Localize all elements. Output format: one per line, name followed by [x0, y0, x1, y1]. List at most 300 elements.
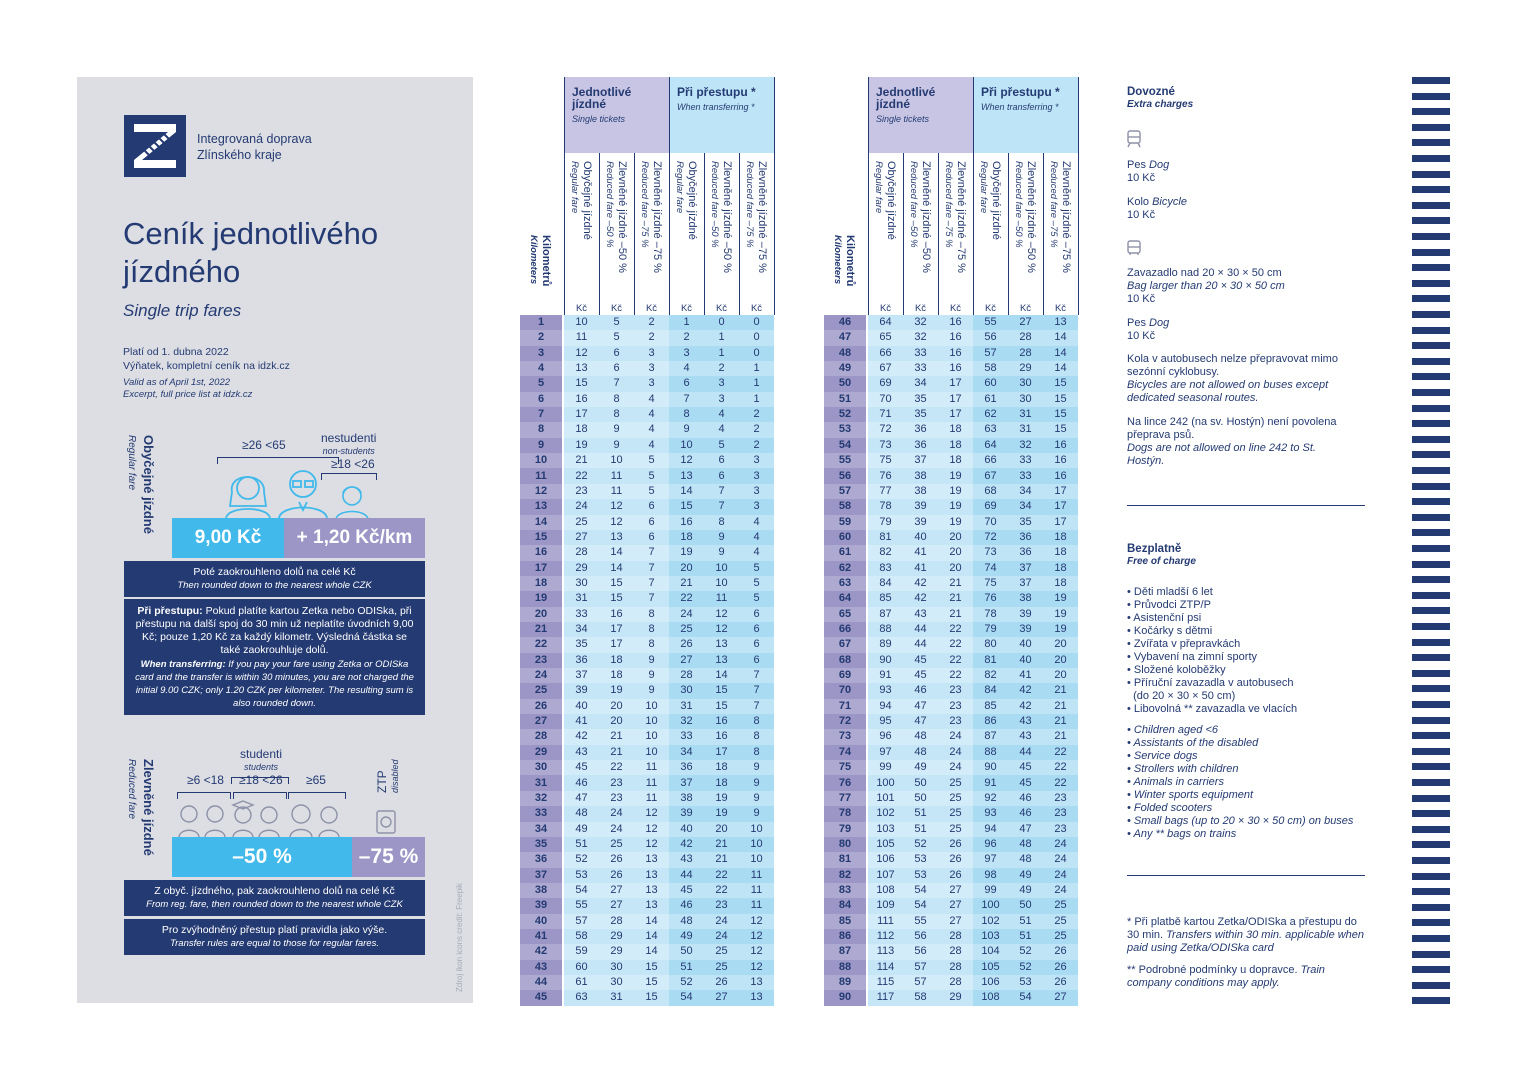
fare-value: 6 — [648, 530, 655, 543]
fare-value: 54 — [680, 991, 693, 1004]
table-row — [824, 806, 1078, 821]
km-value: 3 — [537, 346, 545, 359]
page-title — [123, 215, 378, 291]
fare-value: 72 — [984, 530, 997, 543]
fare-value: 0 — [753, 316, 760, 328]
page-subtitle: Single trip fares — [123, 301, 242, 320]
fare-value: 13 — [750, 976, 763, 989]
table-row — [824, 822, 1078, 837]
stripe — [1412, 327, 1450, 334]
fare-value: 12 — [645, 822, 658, 835]
fare-value: 27 — [715, 991, 728, 1004]
valid-en-line1: Valid as of April 1st, 2022 — [123, 377, 231, 388]
fare-value: 12 — [610, 500, 623, 513]
age-senior-label: ≥65 — [306, 773, 326, 787]
fare-value: 70 — [879, 392, 892, 405]
table-row — [520, 822, 774, 837]
table-row — [520, 361, 774, 376]
fare-value: 30 — [610, 976, 623, 989]
fare-value: 49 — [1019, 868, 1032, 881]
fare-value: 18 — [1054, 576, 1067, 589]
unit-label: Kč — [750, 303, 763, 314]
column-header-en: Regular fare — [977, 161, 989, 214]
km-value: 17 — [534, 561, 548, 574]
fare-value: 31 — [680, 699, 693, 712]
fare-value: 41 — [1019, 669, 1032, 682]
train-dog-en: Dog — [1149, 159, 1170, 171]
column-header — [704, 153, 739, 298]
table-row — [520, 929, 774, 944]
fare-value: 22 — [949, 638, 962, 651]
fare-value: 16 — [949, 331, 962, 344]
bike-note-en: Bicycles are not allowed on buses except dedicated seasonal routes. — [1127, 379, 1329, 404]
fare-value: 71 — [879, 408, 892, 421]
fare-value: 23 — [1054, 807, 1067, 820]
fare-value: 5 — [613, 331, 620, 344]
table-row — [824, 376, 1078, 391]
km-value: 88 — [838, 960, 852, 973]
km-value: 28 — [534, 730, 548, 743]
fare-value: 5 — [753, 561, 760, 574]
fare-value: 44 — [914, 623, 927, 635]
fare-value: 31 — [575, 592, 588, 605]
fare-value: 94 — [984, 822, 997, 835]
fare-value: 25 — [949, 791, 962, 804]
logo-line1: Integrovaná doprava — [197, 132, 312, 146]
fare-value: 37 — [680, 776, 693, 789]
free-item: • Složené koloběžky — [1127, 664, 1226, 676]
fare-value: 52 — [914, 837, 927, 850]
column-header-cz: Zlevněné jízdné –50 % — [1024, 161, 1037, 273]
fare-value: 33 — [680, 730, 693, 743]
fare-value: 7 — [753, 699, 760, 712]
fare-value: 96 — [984, 837, 997, 850]
bus-bag — [1127, 267, 1285, 306]
fare-value: 46 — [575, 776, 588, 789]
fare-value: 13 — [750, 991, 763, 1004]
fare-value: 6 — [648, 515, 655, 528]
fare-value: 54 — [1019, 991, 1032, 1004]
fare-value: 15 — [610, 576, 623, 589]
fare-value: 6 — [648, 500, 655, 513]
fare-value: 63 — [575, 991, 588, 1004]
km-value: 23 — [534, 653, 548, 666]
km-value: 22 — [534, 638, 548, 651]
fare-value: 24 — [1054, 837, 1067, 850]
fare-value: 66 — [984, 454, 997, 467]
column-divider — [903, 153, 904, 315]
fare-value: 57 — [984, 346, 997, 359]
footnote-2 — [1127, 964, 1365, 990]
fare-value: 17 — [715, 745, 728, 758]
fare-value: 16 — [949, 346, 962, 359]
stripe — [1412, 342, 1450, 349]
column-header — [868, 153, 903, 298]
km-value: 83 — [838, 883, 852, 896]
fare-value: 20 — [949, 546, 962, 559]
fare-value: 69 — [984, 500, 997, 513]
fare-value: 51 — [1019, 930, 1032, 942]
fare-value: 21 — [1054, 699, 1067, 712]
fare-value: 12 — [750, 945, 763, 958]
fare-value: 21 — [715, 837, 728, 850]
fare-value: 108 — [876, 883, 895, 896]
age-adult-label: ≥26 <65 — [242, 438, 286, 452]
fare-value: 16 — [949, 316, 962, 328]
fare-value: 30 — [1019, 377, 1032, 390]
fare-value: 91 — [984, 776, 997, 789]
km-value: 29 — [534, 745, 548, 758]
unit-label: Kč — [610, 303, 623, 314]
column-header-en: Reduced fare –50 % — [708, 161, 720, 248]
column-header-en: Regular fare — [673, 161, 685, 214]
km-value: 18 — [534, 576, 548, 589]
footnote-1-en: Transfers within 30 min. applicable when paid using Zetka/ODISka card — [1127, 929, 1365, 954]
fare-value: 57 — [914, 960, 927, 973]
fare-value: 31 — [1019, 408, 1032, 421]
fare-value: 107 — [876, 868, 895, 881]
column-header — [1043, 153, 1078, 298]
fare-value: 92 — [984, 791, 997, 804]
km-value: 49 — [838, 362, 852, 375]
fare-value: 90 — [879, 653, 892, 666]
table-row — [520, 438, 774, 453]
km-value: 20 — [534, 607, 548, 620]
fare-value: 48 — [1019, 837, 1032, 850]
fare-value: 106 — [876, 853, 895, 866]
table-row — [824, 637, 1078, 652]
fare-value: 15 — [715, 684, 728, 697]
stripe — [1412, 280, 1450, 287]
km-value: 69 — [838, 669, 852, 682]
fare-value: 42 — [575, 730, 588, 743]
fare-value: 3 — [648, 377, 655, 390]
info-panel — [77, 77, 473, 1003]
fare-value: 27 — [949, 899, 962, 912]
valid-line2: Výňatek, kompletní ceník na idzk.cz — [123, 360, 290, 372]
fare-value: 103 — [981, 930, 1000, 942]
km-value: 64 — [838, 592, 852, 605]
fare-value: 55 — [914, 914, 927, 927]
table-row — [520, 499, 774, 514]
fare-value: 17 — [949, 392, 962, 405]
stripe — [1412, 763, 1450, 770]
column-divider — [564, 77, 565, 315]
fare-value: 6 — [718, 469, 725, 482]
fare-value: 53 — [914, 853, 927, 866]
fare-value: 21 — [1054, 684, 1067, 697]
fare-value: 23 — [715, 899, 728, 912]
table-row — [824, 530, 1078, 545]
stripe — [1412, 389, 1450, 396]
fare-value: 48 — [1019, 853, 1032, 866]
column-header-label — [743, 161, 768, 273]
fare-value: 104 — [981, 945, 1000, 958]
stripe — [1412, 685, 1450, 692]
fare-value: 50 — [680, 945, 693, 958]
table-row — [824, 561, 1078, 576]
fare-value: 14 — [645, 945, 658, 958]
fare-value: 13 — [680, 469, 693, 482]
title-line1: Ceník jednotlivého — [123, 216, 379, 251]
km-value: 27 — [534, 715, 548, 728]
fare-value: 27 — [949, 883, 962, 896]
fare-value: 10 — [645, 745, 658, 758]
transfer-cz: Pokud platíte kartou Zetka nebo ODISka, při přestupu na další spoj do 30 min už neplatíte úvodních 9,00 Kč; pouze 1,20 Kč za každý kilometr. Výsledná částka se také zaokrouhluje dolů. — [135, 605, 414, 656]
stripe — [1412, 155, 1450, 162]
fare-value: 20 — [610, 699, 623, 712]
fare-value: 18 — [610, 669, 623, 682]
fare-value: 27 — [610, 899, 623, 912]
fare-value: 11 — [610, 469, 623, 482]
fare-value: 23 — [949, 715, 962, 728]
fare-value: 8 — [718, 515, 725, 528]
fare-value: 2 — [753, 408, 760, 421]
fare-value: 14 — [715, 669, 728, 682]
km-value: 1 — [537, 316, 545, 328]
fare-value: 56 — [914, 945, 927, 958]
table-row — [520, 576, 774, 591]
fare-value: 10 — [715, 576, 728, 589]
fare-value: 34 — [1019, 500, 1032, 513]
fare-value: 46 — [914, 684, 927, 697]
free-title: Bezplatně — [1127, 543, 1182, 555]
fare-value: 28 — [575, 546, 588, 559]
column-header-cz: Kilometrů — [540, 235, 552, 287]
age-child-label: ≥6 <18 — [187, 773, 224, 787]
fare-value: 1 — [753, 377, 760, 390]
km-value: 71 — [838, 699, 852, 712]
fare-value: 51 — [1019, 914, 1032, 927]
senior-bracket — [288, 792, 346, 799]
discount-50: –50 % — [172, 837, 352, 877]
fare-value: 25 — [949, 776, 962, 789]
fare-value: 17 — [949, 408, 962, 421]
table-row — [520, 330, 774, 345]
fare-value: 13 — [645, 853, 658, 866]
km-value: 53 — [838, 423, 852, 436]
fare-value: 6 — [753, 607, 760, 620]
fare-value: 50 — [914, 791, 927, 804]
fare-value: 12 — [575, 346, 588, 359]
stripe — [1412, 529, 1450, 536]
bus-bag-cz: Zavazadlo nad 20 × 30 × 50 cm — [1127, 267, 1282, 279]
stripe — [1412, 295, 1450, 302]
km-value: 72 — [838, 715, 852, 728]
fare-value: 78 — [984, 607, 997, 620]
fare-value: 15 — [680, 500, 693, 513]
fare-value: 7 — [718, 484, 725, 497]
unit-label: Kč — [680, 303, 693, 314]
km-value: 45 — [534, 991, 548, 1004]
free-list-en — [1127, 724, 1367, 841]
fare-value: 53 — [1019, 976, 1032, 989]
stripe — [1412, 592, 1450, 599]
km-value: 68 — [838, 653, 852, 666]
fare-value: 1 — [718, 331, 725, 344]
fare-value: 19 — [1054, 607, 1067, 620]
stripe — [1412, 888, 1450, 895]
km-value: 75 — [838, 761, 852, 774]
table-row — [824, 622, 1078, 637]
fare-value: 89 — [879, 638, 892, 651]
free-item-en: • Strollers with children — [1127, 763, 1239, 775]
column-divider — [704, 153, 705, 315]
fare-value: 13 — [645, 883, 658, 896]
fare-value: 54 — [914, 899, 927, 912]
free-item: • Libovolná ** zavazadla ve vlacích — [1127, 703, 1298, 715]
fare-value: 15 — [1054, 423, 1067, 436]
fare-value: 24 — [680, 607, 693, 620]
fare-value: 12 — [680, 454, 693, 467]
fare-value: 15 — [1054, 377, 1067, 390]
column-divider — [669, 77, 670, 315]
km-value: 14 — [534, 515, 548, 528]
fare-value: 54 — [575, 883, 588, 896]
column-header-en: Reduced fare –50 % — [907, 161, 919, 248]
stripe — [1412, 748, 1450, 755]
fare-value: 11 — [610, 484, 623, 497]
validity-en — [123, 377, 252, 401]
table-row — [824, 607, 1078, 622]
fare-value: 2 — [648, 316, 655, 328]
fare-value: 10 — [645, 730, 658, 743]
fare-value: 16 — [575, 392, 588, 405]
km-value: 74 — [838, 745, 852, 758]
woman-icon — [220, 462, 276, 523]
fare-value: 37 — [1019, 576, 1032, 589]
km-value: 70 — [838, 684, 852, 697]
column-header — [938, 153, 973, 298]
validity-cz — [123, 345, 290, 373]
fare-value: 100 — [876, 776, 895, 789]
column-header-en: Reduced fare –50 % — [1012, 161, 1024, 248]
reduced-label-en: Reduced fare — [126, 759, 137, 820]
km-value: 60 — [838, 530, 852, 543]
fare-value: 9 — [683, 423, 690, 436]
fare-value: 9 — [648, 653, 655, 666]
fare-value: 68 — [984, 484, 997, 497]
km-value: 36 — [534, 853, 548, 866]
reduced-rounding-note — [124, 880, 425, 916]
column-header-label — [977, 161, 1002, 240]
fare-value: 1 — [753, 362, 760, 375]
stripe — [1412, 795, 1450, 802]
fare-value: 26 — [1054, 945, 1067, 958]
table-row — [824, 484, 1078, 499]
fare-value: 14 — [610, 546, 623, 559]
fare-value: 95 — [879, 715, 892, 728]
fare-value: 32 — [914, 331, 927, 344]
fare-value: 13 — [1054, 316, 1067, 328]
fare-value: 15 — [1054, 408, 1067, 421]
column-header — [599, 153, 634, 298]
fare-value: 74 — [984, 561, 997, 574]
stripe — [1412, 77, 1450, 84]
column-header-label — [673, 161, 698, 240]
bus-dog-en: Dog — [1149, 317, 1170, 329]
fare-value: 46 — [1019, 807, 1032, 820]
fare-value: 29 — [575, 561, 588, 574]
fare-value: 7 — [753, 669, 760, 682]
free-item-en: • Assistants of the disabled — [1127, 737, 1259, 749]
bus-bag-price: 10 Kč — [1127, 293, 1156, 305]
train-icon — [1127, 130, 1141, 153]
unit-label: Kč — [914, 303, 927, 314]
fare-value: 37 — [1019, 561, 1032, 574]
fare-value: 13 — [645, 868, 658, 881]
stripe — [1412, 826, 1450, 833]
fare-value: 20 — [610, 715, 623, 728]
fare-value: 45 — [1019, 761, 1032, 774]
fare-value: 19 — [680, 546, 693, 559]
fare-value: 0 — [718, 316, 725, 328]
fare-value: 88 — [879, 623, 892, 635]
column-divider — [634, 153, 635, 315]
column-header — [973, 153, 1008, 298]
stripe — [1412, 311, 1450, 318]
km-value: 40 — [534, 914, 548, 927]
fare-value: 19 — [575, 438, 588, 451]
table-row — [520, 837, 774, 852]
column-header — [634, 153, 669, 298]
fare-value: 23 — [949, 699, 962, 712]
fare-value: 82 — [879, 546, 892, 559]
fare-value: 44 — [680, 868, 693, 881]
fare-value: 7 — [648, 561, 655, 574]
fare-value: 6 — [753, 638, 760, 651]
table-row — [520, 791, 774, 806]
km-value: 85 — [838, 914, 852, 927]
fare-value: 20 — [1054, 638, 1067, 651]
transfer-bold: Při přestupu: — [137, 605, 203, 617]
km-value: 67 — [838, 638, 852, 651]
stripe — [1412, 561, 1450, 568]
stripe — [1412, 264, 1450, 271]
bike-note-cz: Kola v autobusech nelze přepravovat mimo sezónní cyklobusy. — [1127, 353, 1338, 378]
fare-value: 34 — [1019, 484, 1032, 497]
fare-value: 16 — [1054, 469, 1067, 482]
fare-value: 15 — [575, 377, 588, 390]
table-row — [520, 714, 774, 729]
fare-value: 26 — [715, 976, 728, 989]
fare-value: 7 — [648, 576, 655, 589]
fare-value: 24 — [949, 745, 962, 758]
fare-value: 25 — [575, 515, 588, 528]
table-row — [824, 545, 1078, 560]
stripe — [1412, 139, 1450, 146]
fare-value: 8 — [648, 623, 655, 635]
fare-value: 8 — [753, 745, 760, 758]
fare-value: 97 — [984, 853, 997, 866]
stripe — [1412, 545, 1450, 552]
fare-value: 18 — [949, 454, 962, 467]
fare-value: 76 — [984, 592, 997, 605]
fare-value: 22 — [575, 469, 588, 482]
fare-value: 18 — [949, 438, 962, 451]
column-header-label — [872, 161, 897, 240]
column-divider — [1008, 153, 1009, 315]
fare-value: 15 — [645, 976, 658, 989]
table-row — [824, 714, 1078, 729]
fare-value: 61 — [575, 976, 588, 989]
km-value: 10 — [534, 454, 548, 467]
fare-value: 51 — [575, 837, 588, 850]
fare-value: 25 — [1054, 914, 1067, 927]
fare-value: 10 — [750, 837, 763, 850]
fare-value: 70 — [984, 515, 997, 528]
fare-value: 17 — [1054, 500, 1067, 513]
